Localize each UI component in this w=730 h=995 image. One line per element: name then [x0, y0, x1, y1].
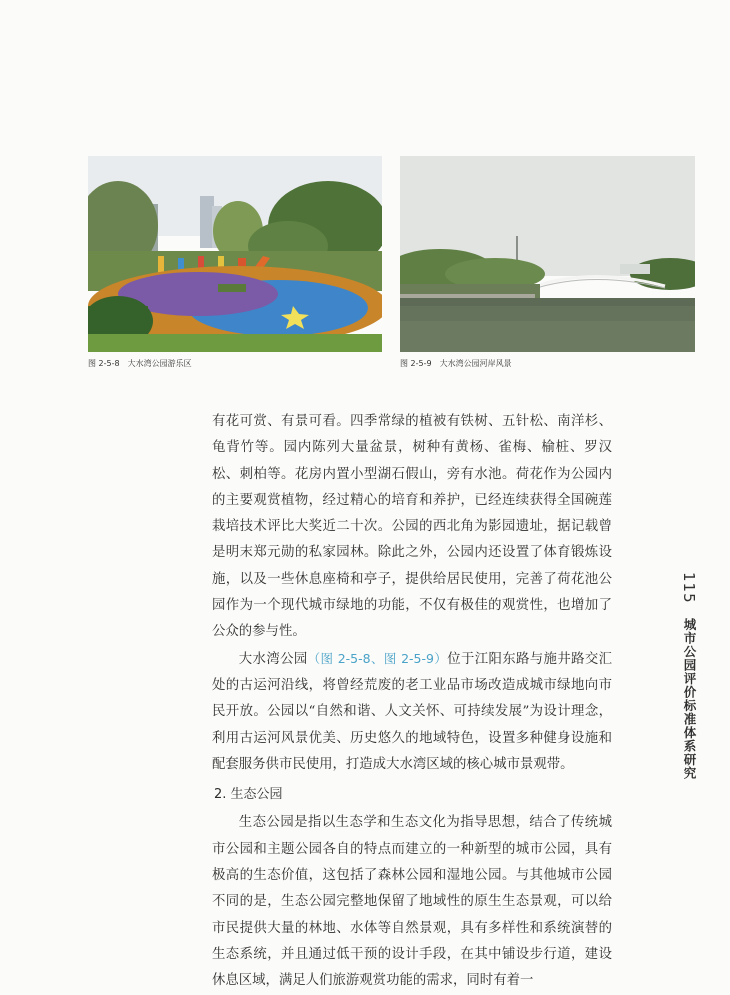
figure-caption-left: 图 2-5-8 大水湾公园游乐区	[88, 359, 192, 368]
paragraph-3: 生态公园是指以生态学和生态文化为指导思想，结合了传统城市公园和主题公园各自的特点而建立的一种新型的城市公园，具有极高的生态价值，这包括了森林公园和湿地公园。与其他城市公园不同的是，生态公园完整地保留了地域性的原生生态景观，可以给市民提供大量的林地、水体等自然景观，具有多样性和系统演替的生态系统，并且通过低干预的设计手段，在其中铺设步行道，建设休息区域，满足人们旅游观赏功能的需求，同时有着一	[212, 815, 612, 989]
paragraph-2-start: 大水湾公园	[238, 651, 308, 667]
paragraph-1: 有花可赏、有景可看。四季常绿的植被有铁树、五针松、南洋杉、龟背竹等。园内陈列大量盆景，树种有黄杨、雀梅、榆桩、罗汉松、刺柏等。花房内置小型湖石假山，旁有水池。荷花作为公园内的主要观赏植物，经过精心的培育和养护，已经连续获得全国碗莲栽培技术评比大奖近二十次。公园的西北角为影园遗址，据记载曾是明末郑元勋的私家园林。除此之外，公园内还设置了体育锻炼设施，以及一些休息座椅和亭子，提供给居民使用，完善了荷花池公园作为一个现代城市绿地的功能，不仅有极佳的观赏性，也增加了公众的参与性。	[212, 414, 612, 640]
paragraph-2-rest: 位于江阳东路与施井路交汇处的古运河沿线，将曾经荒废的老工业品市场改造成城市绿地向市民开放。公园以“自然和谐、人文关怀、可持续发展”为设计理念，利用古运河风景优美、历史悠久的地域特色，设置多种健身设施和配套服务供市民使用，打造成大水湾区域的核心城市景观带。	[212, 651, 613, 772]
figure-caption-right: 图 2-5-9 大水湾公园河岸风景	[400, 359, 512, 368]
side-rail	[672, 572, 706, 780]
playground-photo	[88, 156, 382, 352]
running-title: 城市公园评价标准体系研究	[682, 617, 697, 780]
paragraph-2	[212, 646, 612, 778]
riverbank-photo	[400, 156, 695, 352]
body-text	[212, 409, 612, 995]
section-heading: 2. 生态公园	[213, 787, 283, 803]
figure-reference: （图 2-5-8、图 2-5-9）	[307, 650, 448, 666]
page-number: 115	[680, 572, 698, 604]
